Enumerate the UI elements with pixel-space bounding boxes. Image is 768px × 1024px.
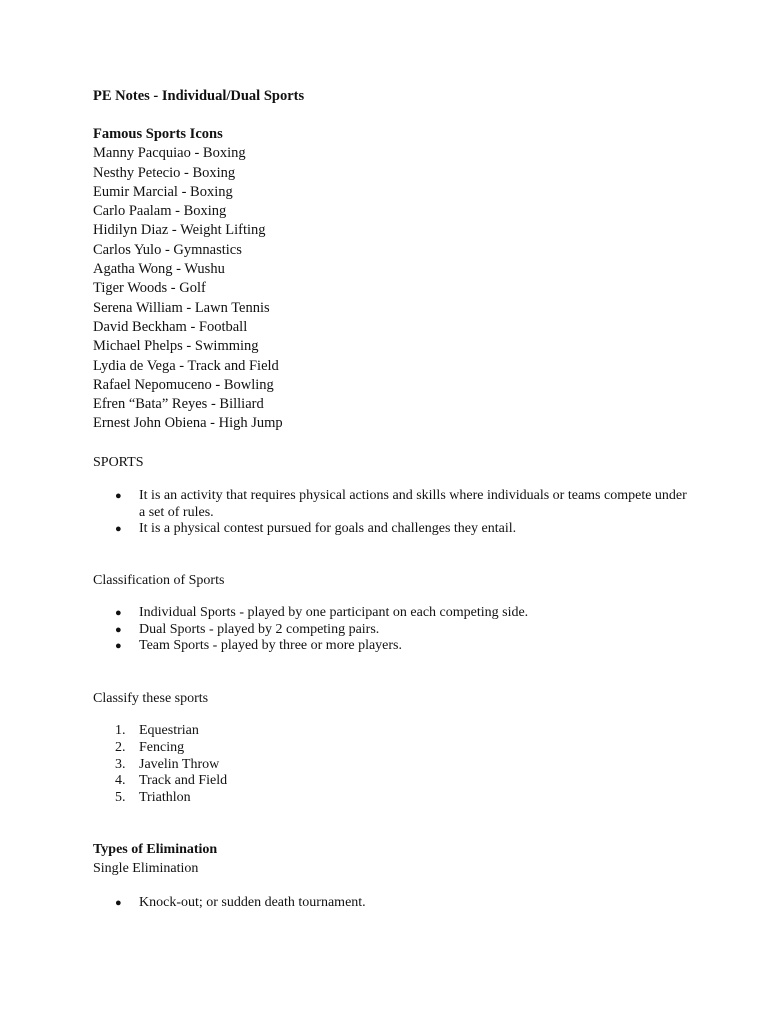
list-number: 4.	[115, 773, 126, 789]
bullet-icon: ●	[115, 490, 122, 502]
list-item-text: Team Sports - played by three or more players.	[139, 638, 402, 654]
list-item	[93, 488, 693, 521]
document-title: PE Notes - Individual/Dual Sports	[93, 88, 305, 104]
list-item-text: Individual Sports - played by one participant on each competing side.	[139, 605, 529, 620]
list-item: David Beckham - Football	[93, 318, 248, 335]
list-item: Agatha Wong - Wushu	[93, 261, 225, 278]
list-item-text: Javelin Throw	[139, 756, 220, 772]
classification-list	[93, 605, 693, 655]
sports-heading: SPORTS	[93, 455, 144, 470]
list-item: Hidilyn Diaz - Weight Lifting	[93, 222, 266, 239]
list-item-text: It is an activity that requires physical actions and skills where individuals or teams compete under a set of rules.	[139, 488, 687, 520]
bullet-icon: ●	[115, 607, 122, 619]
list-number: 3.	[115, 756, 126, 772]
classification-heading: Classification of Sports	[93, 573, 225, 588]
list-item: Efren “Bata” Reyes - Billiard	[93, 396, 264, 413]
list-item-text: Track and Field	[139, 773, 228, 789]
list-number: 2.	[115, 739, 126, 755]
list-item: Carlos Yulo - Gymnastics	[93, 241, 242, 258]
bullet-icon: ●	[115, 897, 122, 909]
list-item	[93, 605, 693, 622]
list-item-text: Equestrian	[139, 723, 199, 738]
list-item	[93, 622, 693, 639]
list-item	[93, 790, 693, 807]
list-item: Lydia de Vega - Track and Field	[93, 357, 279, 374]
list-item-text: Dual Sports - played by 2 competing pairs.	[139, 621, 380, 637]
classify-heading: Classify these sports	[93, 691, 209, 706]
list-item: Nesthy Petecio - Boxing	[93, 164, 236, 181]
list-item-text: Knock-out; or sudden death tournament.	[139, 895, 366, 910]
bullet-icon: ●	[115, 640, 122, 653]
bullet-icon: ●	[115, 623, 122, 636]
famous-icons-list	[93, 144, 693, 433]
bullet-icon: ●	[115, 523, 122, 536]
elimination-heading: Types of Elimination	[93, 842, 218, 857]
famous-icons-heading: Famous Sports Icons	[93, 126, 223, 142]
list-item: Michael Phelps - Swimming	[93, 338, 259, 355]
list-item	[93, 740, 693, 757]
list-item	[93, 638, 693, 655]
single-elimination-heading: Single Elimination	[93, 861, 199, 876]
list-item	[93, 895, 693, 912]
classify-list	[93, 723, 693, 807]
list-item-text: Fencing	[139, 739, 185, 755]
list-number: 5.	[115, 790, 126, 806]
list-item	[93, 757, 693, 774]
list-item	[93, 723, 693, 740]
list-item: Serena William - Lawn Tennis	[93, 299, 270, 316]
single-elimination-list	[93, 895, 693, 912]
list-number: 1.	[115, 723, 126, 738]
list-item-text: Triathlon	[139, 790, 191, 806]
list-item: Rafael Nepomuceno - Bowling	[93, 376, 274, 393]
list-item: Manny Pacquiao - Boxing	[93, 145, 246, 162]
list-item	[93, 521, 693, 538]
list-item: Tiger Woods - Golf	[93, 280, 206, 297]
list-item	[93, 773, 693, 790]
list-item: Ernest John Obiena - High Jump	[93, 415, 283, 432]
list-item-text: It is a physical contest pursued for goals and challenges they entail.	[139, 521, 517, 537]
list-item: Eumir Marcial - Boxing	[93, 183, 233, 200]
famous-icons-section	[93, 125, 693, 434]
list-item: Carlo Paalam - Boxing	[93, 203, 227, 220]
sports-definition-list	[93, 488, 693, 538]
